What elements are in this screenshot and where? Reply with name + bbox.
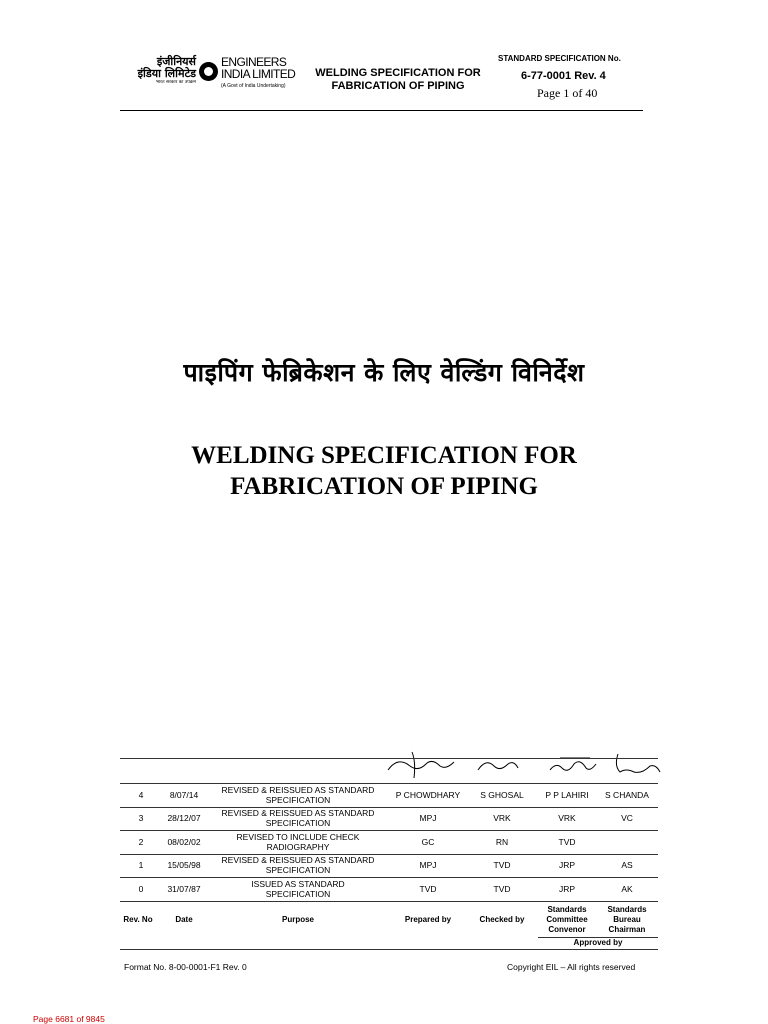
header-prepared: Prepared by bbox=[404, 914, 452, 924]
cell-committee: JRP bbox=[558, 883, 576, 894]
cell-bureau: VC bbox=[621, 813, 633, 824]
cell-bureau: S CHANDA bbox=[605, 789, 649, 800]
header-title-line1: WELDING SPECIFICATION FOR bbox=[315, 67, 481, 79]
cell-prepared: GC bbox=[421, 836, 435, 847]
emblem-icon bbox=[199, 62, 218, 81]
cell-committee: TVD bbox=[558, 836, 576, 847]
approved-by-label: Approved by bbox=[573, 937, 623, 947]
header-bureau: Standards Bureau Chairman bbox=[607, 904, 647, 934]
cell-checked: RN bbox=[495, 836, 509, 847]
table-rule bbox=[120, 758, 658, 759]
cell-date: 28/12/07 bbox=[167, 813, 201, 824]
cell-purpose-line2: SPECIFICATION bbox=[265, 865, 331, 876]
format-number: Format No. 8-00-0001-F1 Rev. 0 bbox=[124, 962, 247, 972]
hindi-title: पाइपिंग फेब्रिकेशन के लिए वेल्डिंग विनिर्देश bbox=[183, 358, 585, 387]
header-title bbox=[308, 67, 488, 93]
cell-purpose bbox=[206, 830, 390, 854]
header-rev: Rev. No bbox=[123, 914, 153, 924]
cell-checked: S GHOSAL bbox=[480, 789, 524, 800]
table-row bbox=[120, 807, 658, 831]
header-purpose: Purpose bbox=[281, 914, 314, 924]
cell-prepared: P CHOWDHARY bbox=[395, 789, 461, 800]
cell-date: 15/05/98 bbox=[167, 860, 201, 871]
cell-purpose-line2: RADIOGRAPHY bbox=[266, 841, 330, 852]
cell-purpose-line2: SPECIFICATION bbox=[265, 818, 331, 829]
cell-purpose-line1: REVISED & REISSUED AS STANDARD bbox=[221, 784, 375, 795]
spec-number: 6-77-0001 Rev. 4 bbox=[521, 70, 606, 82]
cell-date: 31/07/87 bbox=[167, 883, 201, 894]
logo-english-line1: ENGINEERS bbox=[221, 55, 287, 69]
logo-gov-text: (A Govt of India Undertaking) bbox=[221, 83, 286, 89]
table-row bbox=[120, 854, 658, 878]
header-committee: Standards Committee Convenor bbox=[546, 904, 588, 934]
cell-checked: VRK bbox=[493, 813, 511, 824]
cell-purpose bbox=[206, 877, 390, 901]
table-row bbox=[120, 830, 658, 854]
cell-rev: 4 bbox=[138, 789, 144, 800]
cell-checked: TVD bbox=[493, 860, 511, 871]
cell-rev: 0 bbox=[138, 883, 144, 894]
logo-hindi-text bbox=[120, 56, 196, 86]
table-row bbox=[120, 783, 658, 807]
spec-label: STANDARD SPECIFICATION No. bbox=[498, 54, 621, 63]
table-bottom-rule bbox=[120, 949, 658, 950]
cell-bureau: AK bbox=[621, 883, 633, 894]
cell-rev: 1 bbox=[138, 860, 144, 871]
cell-rev: 3 bbox=[138, 813, 144, 824]
page-count: Page 6681 of 9845 bbox=[33, 1014, 105, 1024]
cell-committee: JRP bbox=[558, 860, 576, 871]
cell-purpose-line1: ISSUED AS STANDARD bbox=[251, 878, 345, 889]
signatures-image bbox=[382, 748, 682, 782]
cell-purpose bbox=[206, 854, 390, 878]
cell-purpose-line1: REVISED & REISSUED AS STANDARD bbox=[221, 855, 375, 866]
main-title-line2: FABRICATION OF PIPING bbox=[230, 473, 538, 500]
logo-hindi-sub: भारत सरकार का उपक्रम bbox=[155, 80, 196, 85]
cell-prepared: MPJ bbox=[419, 813, 437, 824]
cell-purpose bbox=[206, 807, 390, 831]
table-row bbox=[120, 877, 658, 901]
cell-date: 8/07/14 bbox=[169, 789, 199, 800]
cell-purpose-line1: REVISED & REISSUED AS STANDARD bbox=[221, 808, 375, 819]
table-header-row bbox=[120, 903, 658, 937]
logo-english-line2: INDIA LIMITED bbox=[221, 67, 296, 81]
cell-purpose bbox=[206, 783, 390, 807]
cell-bureau bbox=[596, 830, 658, 854]
table-rule bbox=[120, 901, 658, 902]
cell-prepared: MPJ bbox=[419, 860, 437, 871]
cell-rev: 2 bbox=[138, 836, 144, 847]
cell-prepared: TVD bbox=[419, 883, 437, 894]
cell-purpose-line2: SPECIFICATION bbox=[265, 888, 331, 899]
cell-purpose-line1: REVISED TO INCLUDE CHECK bbox=[236, 831, 360, 842]
logo-english-text bbox=[221, 56, 295, 80]
header-divider bbox=[120, 110, 643, 111]
main-title bbox=[0, 440, 768, 502]
main-title-line1: WELDING SPECIFICATION FOR bbox=[191, 442, 577, 469]
header-title-line2: FABRICATION OF PIPING bbox=[331, 80, 465, 92]
cell-checked: TVD bbox=[493, 883, 511, 894]
cell-committee: VRK bbox=[558, 813, 576, 824]
company-logo bbox=[120, 56, 300, 94]
cell-purpose-line2: SPECIFICATION bbox=[265, 794, 331, 805]
header-checked: Checked by bbox=[479, 914, 525, 924]
cell-date: 08/02/02 bbox=[167, 836, 201, 847]
page-indicator: Page 1 of 40 bbox=[537, 86, 598, 100]
cell-bureau: AS bbox=[621, 860, 633, 871]
copyright: Copyright EIL – All rights reserved bbox=[507, 962, 636, 972]
logo-hindi-line2: इंडिया लिमिटेड bbox=[137, 67, 196, 80]
logo-hindi-line1: इंजीनियर्स bbox=[156, 55, 196, 68]
cell-committee: P P LAHIRI bbox=[545, 789, 589, 800]
header-date: Date bbox=[175, 914, 193, 924]
